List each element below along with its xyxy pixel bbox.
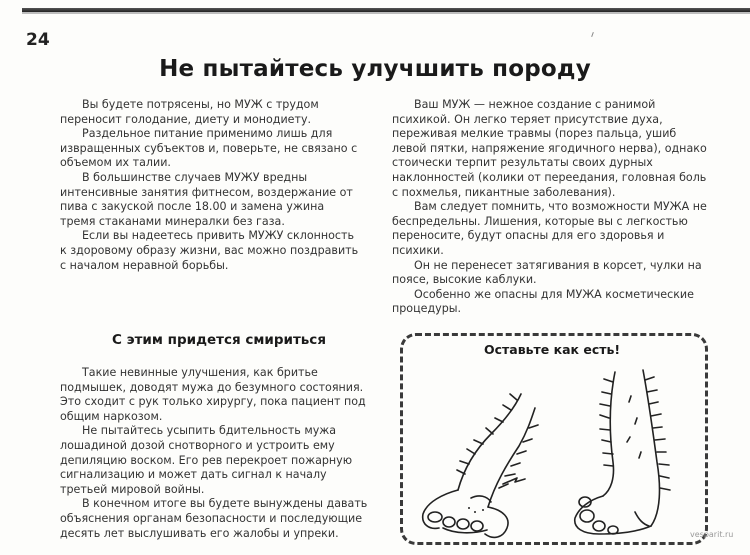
section-heading: С этим придется смириться (112, 332, 326, 348)
paragraph: Такие невинные улучшения, как бритье подмышек, доводят мужа до безумного состояния. Это сходит с рук только хирургу, пока пациент под общим наркозом. (60, 366, 366, 423)
paragraph: Не пытайтесь усыпить бдительность мужа лошадиной дозой снотворного и устроить ему депиляцию воском. Его рев перекроет пожарную сигнализацию и может дать сигнал к началу третьей мировой войны. (60, 424, 353, 496)
left-column-bottom (60, 366, 370, 541)
left-column-top (60, 98, 360, 273)
paragraph: Особенно же опасны для МУЖА косметические процедуры. (392, 287, 694, 316)
paragraph: Вы будете потрясены, но МУЖ с трудом переносит голодание, диету и монодиету. (60, 98, 319, 126)
paragraph: Вам следует помнить, что возможности МУЖА не беспредельны. Лишения, которые вы с легкостью переносите, будут опасны для его здоровья и психики. (392, 200, 707, 257)
hairy-feet-drawing-icon (403, 362, 703, 542)
paragraph: Если вы надеетесь привить МУЖУ склонность к здоровому образу жизни, вас можно поздравить с началом неравной борьбы. (60, 229, 359, 272)
right-column-top (392, 98, 710, 317)
page-title: Не пытайтесь улучшить породу (159, 56, 591, 82)
watermark: vesparit.ru (690, 530, 734, 539)
paragraph: Он не перенесет затягивания в корсет, чулки на поясе, высокие каблуки. (392, 258, 702, 287)
scan-mark (591, 32, 594, 37)
paragraph: Ваш МУЖ — нежное создание с ранимой психикой. Он легко теряет присутствие духа, переживая мелкие травмы (порез пальца, ушиб левой пятки, напряжение ягодичного нерва), однако стоически терпит результаты своих дурных наклонностей (колики от переедания, головная боль с похмелья, пикантные заболевания). (392, 98, 707, 199)
paragraph: В большинстве случаев МУЖУ вредны интенсивные занятия фитнесом, воздержание от пива с закуской после 18.00 и замена ужина тремя стаканами минералки без газа. (60, 170, 353, 228)
page-number: 24 (26, 30, 50, 50)
box-title: Оставьте как есть! (484, 342, 621, 357)
top-rule-shadow (22, 12, 750, 14)
paragraph: Раздельное питание применимо лишь для извращенных субъектов и, поверьте, не связано с объемом их талии. (60, 127, 358, 170)
paragraph: В конечном итоге вы будете вынуждены давать объяснения органам безопасности и последующие десять лет выслушивать его жалобы и упреки. (60, 497, 368, 540)
